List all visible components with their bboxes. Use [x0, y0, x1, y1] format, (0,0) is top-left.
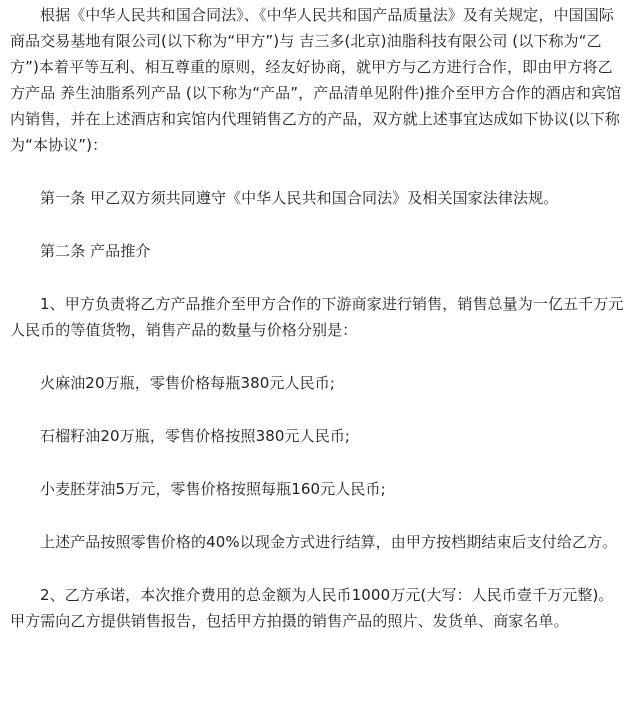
product-line-pomegranate-oil: 石榴籽油20万瓶，零售价格按照380元人民币; — [40, 427, 351, 445]
paragraph-spacer — [10, 449, 625, 476]
settlement-paragraph: 上述产品按照零售价格的40%以现金方式进行结算，由甲方按档期结束后支付给乙方。 — [40, 533, 618, 551]
article-one-paragraph: 第一条 甲乙双方须共同遵守《中华人民共和国合同法》及相关国家法律法规。 — [40, 189, 559, 207]
product-line-hemp-oil: 火麻油20万瓶，零售价格每瓶380元人民币; — [40, 374, 335, 392]
product-line-wheat-germ-oil: 小麦胚芽油5万元，零售价格按照每瓶160元人民币; — [40, 480, 386, 498]
paragraph-spacer — [10, 502, 625, 529]
paragraph-spacer — [10, 555, 625, 582]
paragraph-spacer — [10, 211, 625, 238]
paragraph-spacer — [10, 158, 625, 185]
paragraph-spacer — [10, 396, 625, 423]
paragraph-spacer — [10, 343, 625, 370]
preamble-paragraph: 根据《中华人民共和国合同法》、《中华人民共和国产品质量法》及有关规定，中国国际商品交易基地有限公司(以下称为“甲方”)与 吉三多(北京)油脂科技有限公司 (以下称为“乙方”)本着平等互利、相互尊重的原则，经友好协商，就甲方与乙方进行合作，即由甲方将乙方产品 养生油脂系列产品 (以下称为“产品”，产品清单见附件)推介至甲方合作的酒店和宾馆内销售，并在上述酒店和宾馆内代理销售乙方的产品，双方就上述事宜达成如下协议(以下称为“本协议”)： — [10, 6, 622, 154]
clause-one-paragraph: 1、甲方负责将乙方产品推介至甲方合作的下游商家进行销售，销售总量为一亿五千万元人民币的等值货物，销售产品的数量与价格分别是： — [10, 295, 624, 339]
article-two-heading: 第二条 产品推介 — [40, 242, 151, 260]
paragraph-spacer — [10, 264, 625, 291]
clause-two-paragraph: 2、乙方承诺，本次推介费用的总金额为人民币1000万元(大写：人民币壹千万元整)。甲方需向乙方提供销售报告，包括甲方拍摄的销售产品的照片、发货单、商家名单。 — [10, 586, 614, 630]
